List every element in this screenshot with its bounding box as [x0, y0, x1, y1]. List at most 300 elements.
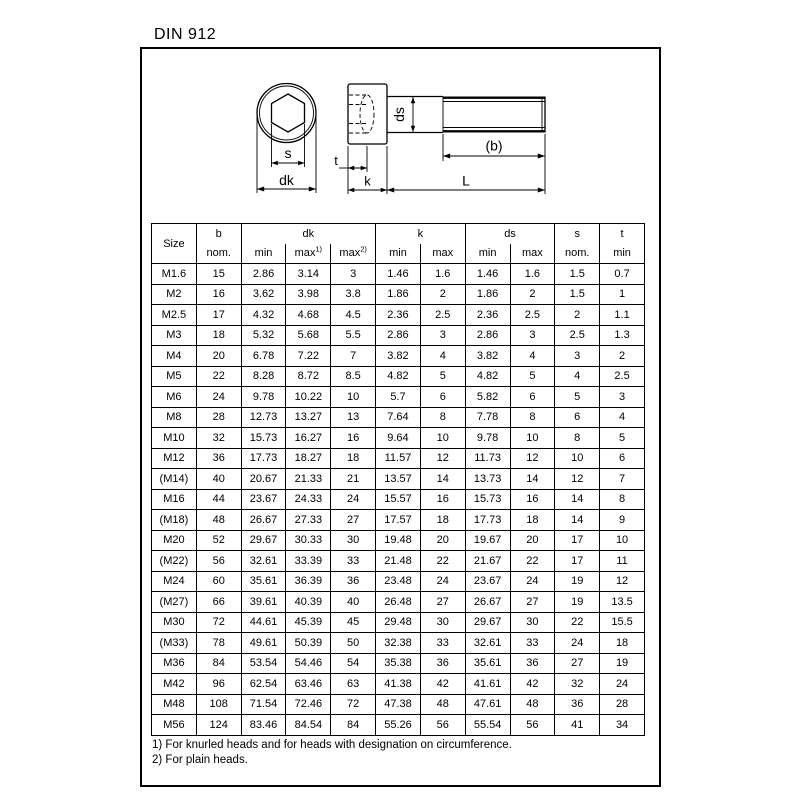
side-view [334, 84, 545, 194]
value-cell: 72.46 [286, 694, 331, 715]
value-cell: 3 [510, 325, 555, 346]
value-cell: 41.61 [465, 674, 510, 695]
size-cell: M1.6 [152, 264, 197, 285]
size-cell: M30 [152, 612, 197, 633]
value-cell: 9.64 [376, 428, 421, 449]
value-cell: 13.27 [286, 407, 331, 428]
screw-technical-drawing [0, 0, 800, 220]
front-view [257, 84, 316, 194]
value-cell: 2.86 [376, 325, 421, 346]
value-cell: 12 [510, 448, 555, 469]
table-row [152, 674, 645, 695]
value-cell: 4.82 [465, 366, 510, 387]
value-cell: 20 [196, 346, 241, 367]
value-cell: 5 [510, 366, 555, 387]
value-cell: 3 [331, 264, 376, 285]
col-header-s: s [555, 224, 600, 244]
subheader-ds-min: min [465, 244, 510, 264]
value-cell: 19 [600, 653, 645, 674]
value-cell: 8.5 [331, 366, 376, 387]
value-cell: 4 [510, 346, 555, 367]
size-cell: M8 [152, 407, 197, 428]
size-cell: (M27) [152, 592, 197, 613]
table-row [152, 653, 645, 674]
value-cell: 35.61 [241, 571, 286, 592]
value-cell: 2 [420, 284, 465, 305]
value-cell: 42 [420, 674, 465, 695]
value-cell: 27.33 [286, 510, 331, 531]
value-cell: 27 [331, 510, 376, 531]
dim-label-ds: ds [391, 107, 407, 122]
value-cell: 3.82 [465, 346, 510, 367]
value-cell: 24 [196, 387, 241, 408]
value-cell: 4.5 [331, 305, 376, 326]
value-cell: 23.67 [241, 489, 286, 510]
subheader-dk-max2: $\max^{2)}$ [331, 244, 376, 264]
value-cell: 13 [331, 407, 376, 428]
value-cell: 10.22 [286, 387, 331, 408]
value-cell: 2.5 [510, 305, 555, 326]
value-cell: 8 [510, 407, 555, 428]
value-cell: 10 [555, 448, 600, 469]
value-cell: 27 [555, 653, 600, 674]
value-cell: 11 [600, 551, 645, 572]
value-cell: 21.67 [465, 551, 510, 572]
value-cell: 33 [420, 633, 465, 654]
value-cell: 1.46 [465, 264, 510, 285]
footnote-ref-1: 1) [315, 244, 323, 254]
value-cell: 45 [331, 612, 376, 633]
value-cell: 41.38 [376, 674, 421, 695]
value-cell: 4 [555, 366, 600, 387]
value-cell: 55.54 [465, 715, 510, 736]
size-cell: (M14) [152, 469, 197, 490]
value-cell: 3.82 [376, 346, 421, 367]
value-cell: 71.54 [241, 694, 286, 715]
value-cell: 32.61 [241, 551, 286, 572]
size-cell: M12 [152, 448, 197, 469]
value-cell: 42 [510, 674, 555, 695]
value-cell: 27 [510, 592, 555, 613]
size-cell: M2 [152, 284, 197, 305]
value-cell: 2.36 [376, 305, 421, 326]
hex-socket-outline [272, 94, 305, 132]
size-cell: M20 [152, 530, 197, 551]
value-cell: 36 [555, 694, 600, 715]
size-cell: M42 [152, 674, 197, 695]
value-cell: 49.61 [241, 633, 286, 654]
value-cell: 8 [600, 489, 645, 510]
value-cell: 19 [555, 571, 600, 592]
dim-label-dk: dk [279, 172, 294, 188]
value-cell: 16 [420, 489, 465, 510]
value-cell: 5.32 [241, 325, 286, 346]
value-cell: 6 [420, 387, 465, 408]
value-cell: 16.27 [286, 428, 331, 449]
value-cell: 34 [600, 715, 645, 736]
value-cell: 2.86 [465, 325, 510, 346]
size-cell: M6 [152, 387, 197, 408]
value-cell: 5 [600, 428, 645, 449]
value-cell: 23.48 [376, 571, 421, 592]
value-cell: 29.48 [376, 612, 421, 633]
table-row [152, 284, 645, 305]
head-inner-circle [260, 86, 314, 140]
value-cell: 8.28 [241, 366, 286, 387]
value-cell: 24.33 [286, 489, 331, 510]
value-cell: 3.98 [286, 284, 331, 305]
value-cell: 14 [555, 489, 600, 510]
value-cell: 18.27 [286, 448, 331, 469]
value-cell: 29.67 [465, 612, 510, 633]
value-cell: 8.72 [286, 366, 331, 387]
value-cell: 6 [510, 387, 555, 408]
value-cell: 26.48 [376, 592, 421, 613]
dim-label-k: k [364, 173, 371, 189]
size-cell: M2.5 [152, 305, 197, 326]
value-cell: 24 [331, 489, 376, 510]
table-row [152, 387, 645, 408]
value-cell: 18 [420, 510, 465, 531]
value-cell: 20 [420, 530, 465, 551]
value-cell: 18 [600, 633, 645, 654]
size-cell: M48 [152, 694, 197, 715]
value-cell: 16 [510, 489, 555, 510]
size-cell: M4 [152, 346, 197, 367]
value-cell: 9.78 [465, 428, 510, 449]
value-cell: 33 [510, 633, 555, 654]
value-cell: 14 [555, 510, 600, 531]
value-cell: 5 [555, 387, 600, 408]
value-cell: 35.38 [376, 653, 421, 674]
value-cell: 47.61 [465, 694, 510, 715]
value-cell: 44 [196, 489, 241, 510]
value-cell: 3 [600, 387, 645, 408]
value-cell: 52 [196, 530, 241, 551]
value-cell: 3 [420, 325, 465, 346]
col-header-dk: dk [241, 224, 375, 244]
value-cell: 27 [420, 592, 465, 613]
value-cell: 63 [331, 674, 376, 695]
table-row [152, 264, 645, 285]
dim-label-b: (b) [485, 137, 503, 154]
socket-projection [360, 95, 374, 133]
table-row [152, 510, 645, 531]
value-cell: 23.67 [465, 571, 510, 592]
value-cell: 6 [600, 448, 645, 469]
footnote-1: 1) For knurled heads and for heads with designation on circumference. [152, 739, 512, 751]
value-cell: 3 [555, 346, 600, 367]
value-cell: 45.39 [286, 612, 331, 633]
value-cell: 36 [420, 653, 465, 674]
col-header-k: k [376, 224, 466, 244]
value-cell: 39.61 [241, 592, 286, 613]
subheader-t-min: min [600, 244, 645, 264]
size-cell: (M33) [152, 633, 197, 654]
table-row [152, 715, 645, 736]
page-title: DIN 912 [154, 26, 217, 43]
screw-head-side [348, 84, 387, 144]
value-cell: 9.78 [241, 387, 286, 408]
value-cell: 5.68 [286, 325, 331, 346]
subheader-b-nom: nom. [196, 244, 241, 264]
value-cell: 18 [510, 510, 555, 531]
value-cell: 47.38 [376, 694, 421, 715]
value-cell: 10 [420, 428, 465, 449]
value-cell: 5 [420, 366, 465, 387]
value-cell: 1.1 [600, 305, 645, 326]
value-cell: 17 [555, 551, 600, 572]
subheader-dk-min: min [241, 244, 286, 264]
thread-section [443, 97, 545, 133]
value-cell: 16 [196, 284, 241, 305]
table-row [152, 551, 645, 572]
value-cell: 36 [196, 448, 241, 469]
value-cell: 108 [196, 694, 241, 715]
value-cell: 4 [600, 407, 645, 428]
value-cell: 24 [420, 571, 465, 592]
dim-label-s: s [284, 145, 292, 161]
value-cell: 1.86 [465, 284, 510, 305]
value-cell: 8 [420, 407, 465, 428]
value-cell: 32.61 [465, 633, 510, 654]
value-cell: 22 [510, 551, 555, 572]
value-cell: 13.73 [465, 469, 510, 490]
table-row [152, 612, 645, 633]
dim-label-t: t [334, 153, 338, 168]
col-header-size: Size [152, 224, 197, 264]
dimensions-table [151, 223, 645, 736]
value-cell: 96 [196, 674, 241, 695]
size-cell: M24 [152, 571, 197, 592]
value-cell: 12 [555, 469, 600, 490]
value-cell: 50.39 [286, 633, 331, 654]
value-cell: 2 [510, 284, 555, 305]
value-cell: 15.73 [241, 428, 286, 449]
value-cell: 72 [331, 694, 376, 715]
value-cell: 10 [600, 530, 645, 551]
table-row [152, 469, 645, 490]
size-cell: M3 [152, 325, 197, 346]
value-cell: 22 [196, 366, 241, 387]
table-header [152, 224, 645, 264]
table-row [152, 571, 645, 592]
value-cell: 22 [420, 551, 465, 572]
value-cell: 22 [555, 612, 600, 633]
value-cell: 32.38 [376, 633, 421, 654]
subheader-k-min: min [376, 244, 421, 264]
value-cell: 20 [510, 530, 555, 551]
value-cell: 17 [555, 530, 600, 551]
value-cell: 15.57 [376, 489, 421, 510]
value-cell: 28 [600, 694, 645, 715]
value-cell: 2.5 [555, 325, 600, 346]
table-row [152, 407, 645, 428]
value-cell: 66 [196, 592, 241, 613]
value-cell: 33.39 [286, 551, 331, 572]
value-cell: 12 [600, 571, 645, 592]
value-cell: 24 [600, 674, 645, 695]
size-cell: M16 [152, 489, 197, 510]
value-cell: 15.73 [465, 489, 510, 510]
value-cell: 10 [510, 428, 555, 449]
value-cell: 18 [331, 448, 376, 469]
size-cell: M36 [152, 653, 197, 674]
value-cell: 21.48 [376, 551, 421, 572]
value-cell: 14 [420, 469, 465, 490]
table-body [152, 264, 645, 736]
footnote-ref-2: 2) [360, 244, 367, 254]
subheader-k-max: max [420, 244, 465, 264]
value-cell: 6.78 [241, 346, 286, 367]
table-row [152, 694, 645, 715]
value-cell: 60 [196, 571, 241, 592]
value-cell: 17 [196, 305, 241, 326]
value-cell: 2 [555, 305, 600, 326]
size-cell: (M22) [152, 551, 197, 572]
value-cell: 7.64 [376, 407, 421, 428]
size-cell: M10 [152, 428, 197, 449]
value-cell: 15 [196, 264, 241, 285]
value-cell: 78 [196, 633, 241, 654]
value-cell: 21 [331, 469, 376, 490]
value-cell: 30.33 [286, 530, 331, 551]
value-cell: 19.67 [465, 530, 510, 551]
subheader-dk-max1: $\max^{1)}$ [286, 244, 331, 264]
value-cell: 36.39 [286, 571, 331, 592]
table-row [152, 530, 645, 551]
value-cell: 1.46 [376, 264, 421, 285]
col-header-t: t [600, 224, 645, 244]
value-cell: 36 [331, 571, 376, 592]
value-cell: 7 [600, 469, 645, 490]
value-cell: 84.54 [286, 715, 331, 736]
value-cell: 40 [196, 469, 241, 490]
value-cell: 6 [555, 407, 600, 428]
value-cell: 2.5 [420, 305, 465, 326]
value-cell: 84 [196, 653, 241, 674]
value-cell: 1.6 [420, 264, 465, 285]
size-cell: M5 [152, 366, 197, 387]
table-row [152, 592, 645, 613]
value-cell: 11.57 [376, 448, 421, 469]
value-cell: 56 [420, 715, 465, 736]
value-cell: 1 [600, 284, 645, 305]
value-cell: 19 [555, 592, 600, 613]
value-cell: 4.68 [286, 305, 331, 326]
head-outer-circle [257, 84, 316, 143]
table-row [152, 305, 645, 326]
value-cell: 2.5 [600, 366, 645, 387]
value-cell: 41 [555, 715, 600, 736]
value-cell: 14 [510, 469, 555, 490]
value-cell: 13.57 [376, 469, 421, 490]
value-cell: 8 [555, 428, 600, 449]
col-header-ds: ds [465, 224, 555, 244]
table-row [152, 428, 645, 449]
table-row [152, 633, 645, 654]
value-cell: 124 [196, 715, 241, 736]
table-row [152, 366, 645, 387]
value-cell: 24 [555, 633, 600, 654]
value-cell: 7.78 [465, 407, 510, 428]
footnote-2: 2) For plain heads. [152, 754, 248, 766]
value-cell: 48 [196, 510, 241, 531]
col-header-b: b [196, 224, 241, 244]
subheader-ds-max: max [510, 244, 555, 264]
table-row [152, 489, 645, 510]
value-cell: 1.3 [600, 325, 645, 346]
value-cell: 5.7 [376, 387, 421, 408]
value-cell: 63.46 [286, 674, 331, 695]
value-cell: 5.82 [465, 387, 510, 408]
value-cell: 24 [510, 571, 555, 592]
value-cell: 40 [331, 592, 376, 613]
value-cell: 12.73 [241, 407, 286, 428]
subheader-s-nom: nom. [555, 244, 600, 264]
value-cell: 12 [420, 448, 465, 469]
value-cell: 16 [331, 428, 376, 449]
value-cell: 29.67 [241, 530, 286, 551]
value-cell: 56 [196, 551, 241, 572]
value-cell: 83.46 [241, 715, 286, 736]
value-cell: 17.73 [465, 510, 510, 531]
value-cell: 55.26 [376, 715, 421, 736]
value-cell: 17.73 [241, 448, 286, 469]
footnotes [152, 738, 512, 768]
size-cell: (M18) [152, 510, 197, 531]
value-cell: 32 [196, 428, 241, 449]
value-cell: 32 [555, 674, 600, 695]
value-cell: 35.61 [465, 653, 510, 674]
value-cell: 54 [331, 653, 376, 674]
value-cell: 30 [510, 612, 555, 633]
value-cell: 3.8 [331, 284, 376, 305]
value-cell: 26.67 [465, 592, 510, 613]
value-cell: 72 [196, 612, 241, 633]
size-cell: M56 [152, 715, 197, 736]
value-cell: 5.5 [331, 325, 376, 346]
value-cell: 11.73 [465, 448, 510, 469]
value-cell: 50 [331, 633, 376, 654]
value-cell: 30 [331, 530, 376, 551]
value-cell: 33 [331, 551, 376, 572]
table-row [152, 346, 645, 367]
value-cell: 2 [600, 346, 645, 367]
value-cell: 20.67 [241, 469, 286, 490]
value-cell: 44.61 [241, 612, 286, 633]
value-cell: 54.46 [286, 653, 331, 674]
value-cell: 4 [420, 346, 465, 367]
value-cell: 13.5 [600, 592, 645, 613]
value-cell: 3.62 [241, 284, 286, 305]
value-cell: 4.32 [241, 305, 286, 326]
value-cell: 7 [331, 346, 376, 367]
value-cell: 26.67 [241, 510, 286, 531]
value-cell: 2.86 [241, 264, 286, 285]
value-cell: 9 [600, 510, 645, 531]
value-cell: 21.33 [286, 469, 331, 490]
value-cell: 48 [510, 694, 555, 715]
value-cell: 10 [331, 387, 376, 408]
value-cell: 48 [420, 694, 465, 715]
value-cell: 3.14 [286, 264, 331, 285]
value-cell: 28 [196, 407, 241, 428]
value-cell: 19.48 [376, 530, 421, 551]
value-cell: 84 [331, 715, 376, 736]
value-cell: 1.6 [510, 264, 555, 285]
value-cell: 30 [420, 612, 465, 633]
